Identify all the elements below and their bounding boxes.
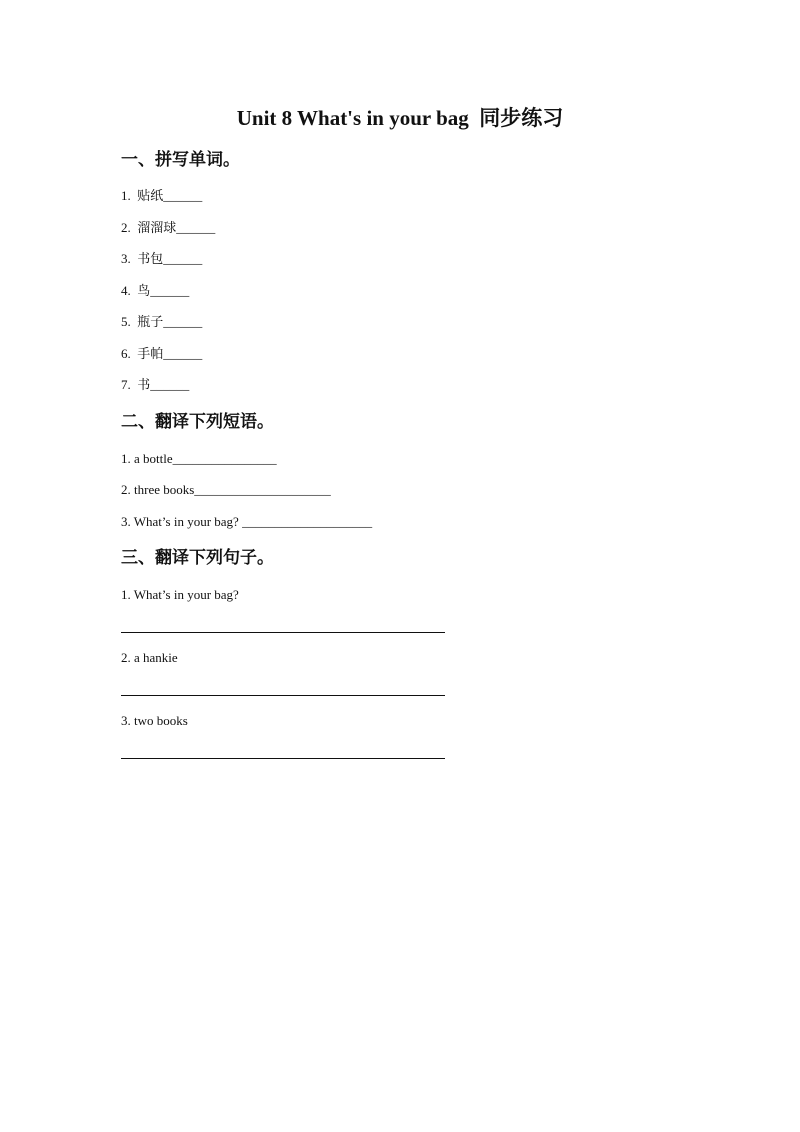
page-title: Unit 8 What's in your bag 同步练习	[236, 106, 564, 130]
item-blank: ______	[176, 220, 216, 235]
sentence-item: 2. a hankie	[121, 650, 178, 665]
item-word: 手帕	[137, 347, 164, 362]
item-word: 溜溜球	[137, 221, 177, 236]
spelling-item	[121, 250, 202, 269]
phrase-item: 1. a bottle________________	[121, 451, 277, 466]
item-word: 瓶子	[137, 315, 164, 330]
item-number: 6.	[121, 346, 138, 361]
item-number: 2.	[121, 220, 138, 235]
item-blank: ______	[163, 188, 203, 203]
item-word: 书包	[137, 252, 164, 267]
item-number: 4.	[121, 283, 138, 298]
sentence-item: 1. What’s in your bag?	[121, 587, 239, 602]
section-heading-spelling: 一、拼写单词。	[121, 150, 240, 170]
answer-line	[121, 695, 445, 696]
section-heading-phrases: 二、翻译下列短语。	[121, 412, 274, 432]
item-word: 书	[137, 378, 151, 393]
sentence-item: 3. two books	[121, 713, 188, 728]
spelling-item	[121, 313, 202, 332]
item-number: 3.	[121, 251, 138, 266]
section-heading-sentences: 三、翻译下列句子。	[121, 548, 274, 568]
spelling-item	[121, 376, 189, 395]
phrase-item: 3. What’s in your bag? ____________________	[121, 514, 373, 529]
answer-line	[121, 758, 445, 759]
spelling-item	[121, 282, 189, 301]
item-blank: ______	[150, 377, 190, 392]
item-blank: ______	[163, 346, 203, 361]
spelling-item	[121, 187, 202, 206]
item-number: 5.	[121, 314, 138, 329]
spelling-item	[121, 219, 215, 238]
item-number: 1.	[121, 188, 138, 203]
item-word: 贴纸	[137, 189, 164, 204]
item-blank: ______	[163, 314, 203, 329]
item-word: 鸟	[137, 284, 151, 299]
item-blank: ______	[163, 251, 203, 266]
item-number: 7.	[121, 377, 138, 392]
item-blank: ______	[150, 283, 190, 298]
answer-line	[121, 632, 445, 633]
spelling-item	[121, 345, 202, 364]
phrase-item: 2. three books_____________________	[121, 482, 331, 497]
